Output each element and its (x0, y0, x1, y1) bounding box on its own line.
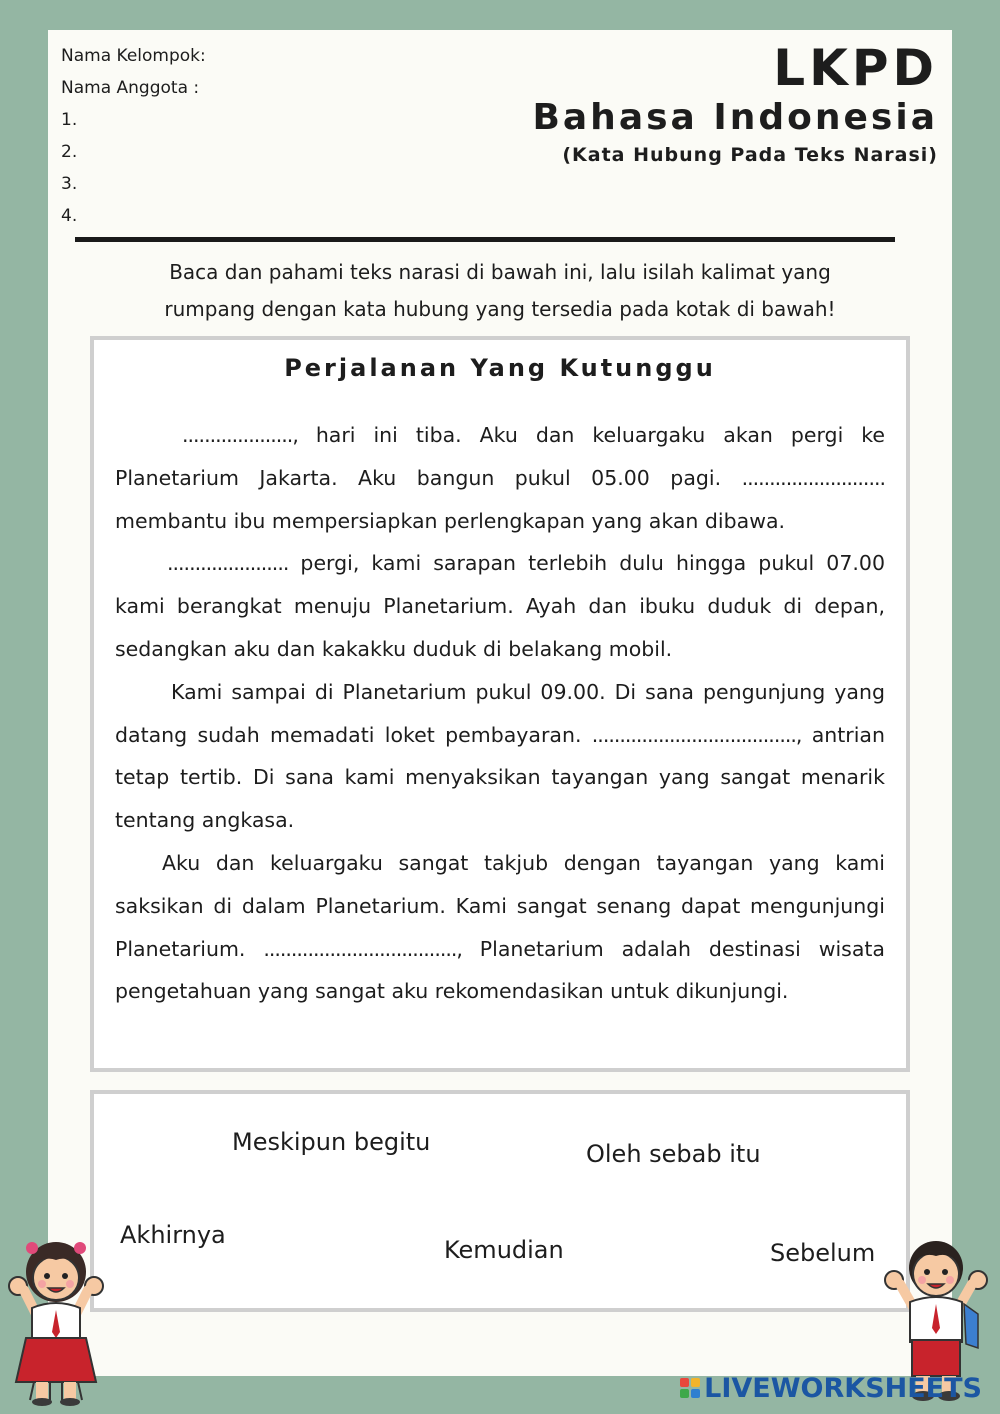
member-number-3: 3. (61, 174, 78, 194)
title-block (532, 40, 938, 170)
logo-square-2 (691, 1378, 700, 1387)
subject-title: Bahasa Indonesia (532, 97, 938, 138)
blank-4[interactable]: ....................................., (591, 722, 802, 747)
members-label: Nama Anggota : (61, 78, 200, 98)
member-number-2: 2. (61, 142, 78, 162)
story-title: Perjalanan Yang Kutunggu (284, 354, 716, 382)
story-text (115, 414, 885, 1013)
word-option-akhirnya[interactable]: Akhirnya (120, 1221, 226, 1249)
group-name-label: Nama Kelompok: (61, 46, 206, 66)
story-paragraph-4 (115, 842, 885, 1013)
blank-1[interactable]: ...................., (182, 423, 298, 447)
member-number-1: 1. (61, 110, 78, 130)
story-paragraph-2 (115, 542, 885, 670)
word-option-meskipun-begitu[interactable]: Meskipun begitu (232, 1128, 431, 1156)
topic-subtitle: (Kata Hubung Pada Teks Narasi) (562, 144, 938, 166)
blank-3[interactable]: ...................... (167, 551, 289, 576)
logo-square-3 (680, 1389, 689, 1398)
logo-square-4 (691, 1389, 700, 1398)
identity-block (61, 40, 206, 232)
story-text-segment: Planetarium adalah destinasi wisata pengetahuan yang sangat aku rekomendasikan untuk dikunjungi. (115, 936, 885, 1004)
word-option-oleh-sebab-itu[interactable]: Oleh sebab itu (586, 1140, 761, 1168)
logo-square-1 (680, 1378, 689, 1387)
story-text-segment: antrian tetap tertib. Di sana kami menyaksikan tayangan yang sangat menarik tentang angkasa. (115, 722, 885, 833)
story-text-segment: pergi, kami sarapan terlebih dulu hingga pukul 07.00 kami berangkat menuju Planetarium. Ayah dan ibuku duduk di depan, sedangkan aku dan kakakku duduk di belakang mobil. (115, 551, 885, 661)
word-option-kemudian[interactable]: Kemudian (444, 1236, 564, 1264)
worksheet-page (48, 30, 952, 1376)
logo-text: LIVEWORKSHEETS (704, 1372, 982, 1404)
story-paragraph-3 (115, 671, 885, 842)
story-box (90, 336, 910, 1072)
story-paragraph-1 (115, 414, 885, 542)
header-divider (75, 237, 895, 242)
story-text-segment: Aku dan keluargaku sangat takjub dengan tayangan yang kami saksikan di dalam Planetarium. Kami sangat senang dapat mengunjungi Planetarium. (115, 850, 885, 961)
page-title: LKPD (773, 39, 938, 97)
word-option-sebelum[interactable]: Sebelum (770, 1239, 876, 1267)
member-number-4: 4. (61, 206, 78, 226)
liveworksheets-logo-icon (680, 1378, 700, 1398)
student-girl-illustration (0, 1228, 112, 1406)
instruction-line-1: Baca dan pahami teks narasi di bawah ini, lalu isilah kalimat yang (169, 260, 831, 284)
word-bank-box (90, 1090, 910, 1312)
instruction-text (108, 254, 892, 328)
blank-2[interactable]: .......................... (741, 465, 885, 490)
instruction-line-2: rumpang dengan kata hubung yang tersedia pada kotak di bawah! (164, 297, 836, 321)
story-text-segment: membantu ibu mempersiapkan perlengkapan yang akan dibawa. (115, 508, 786, 533)
blank-5[interactable]: ..................................., (263, 936, 462, 961)
story-text-segment: Kami sampai di Planetarium pukul 09.00. Di sana pengunjung yang datang sudah memadati loket pembayaran. (115, 679, 885, 747)
story-text-segment: hari ini tiba. Aku dan keluargaku akan pergi ke Planetarium Jakarta. Aku bangun pukul 05.00 pagi. (115, 423, 885, 490)
liveworksheets-logo (680, 1374, 982, 1402)
